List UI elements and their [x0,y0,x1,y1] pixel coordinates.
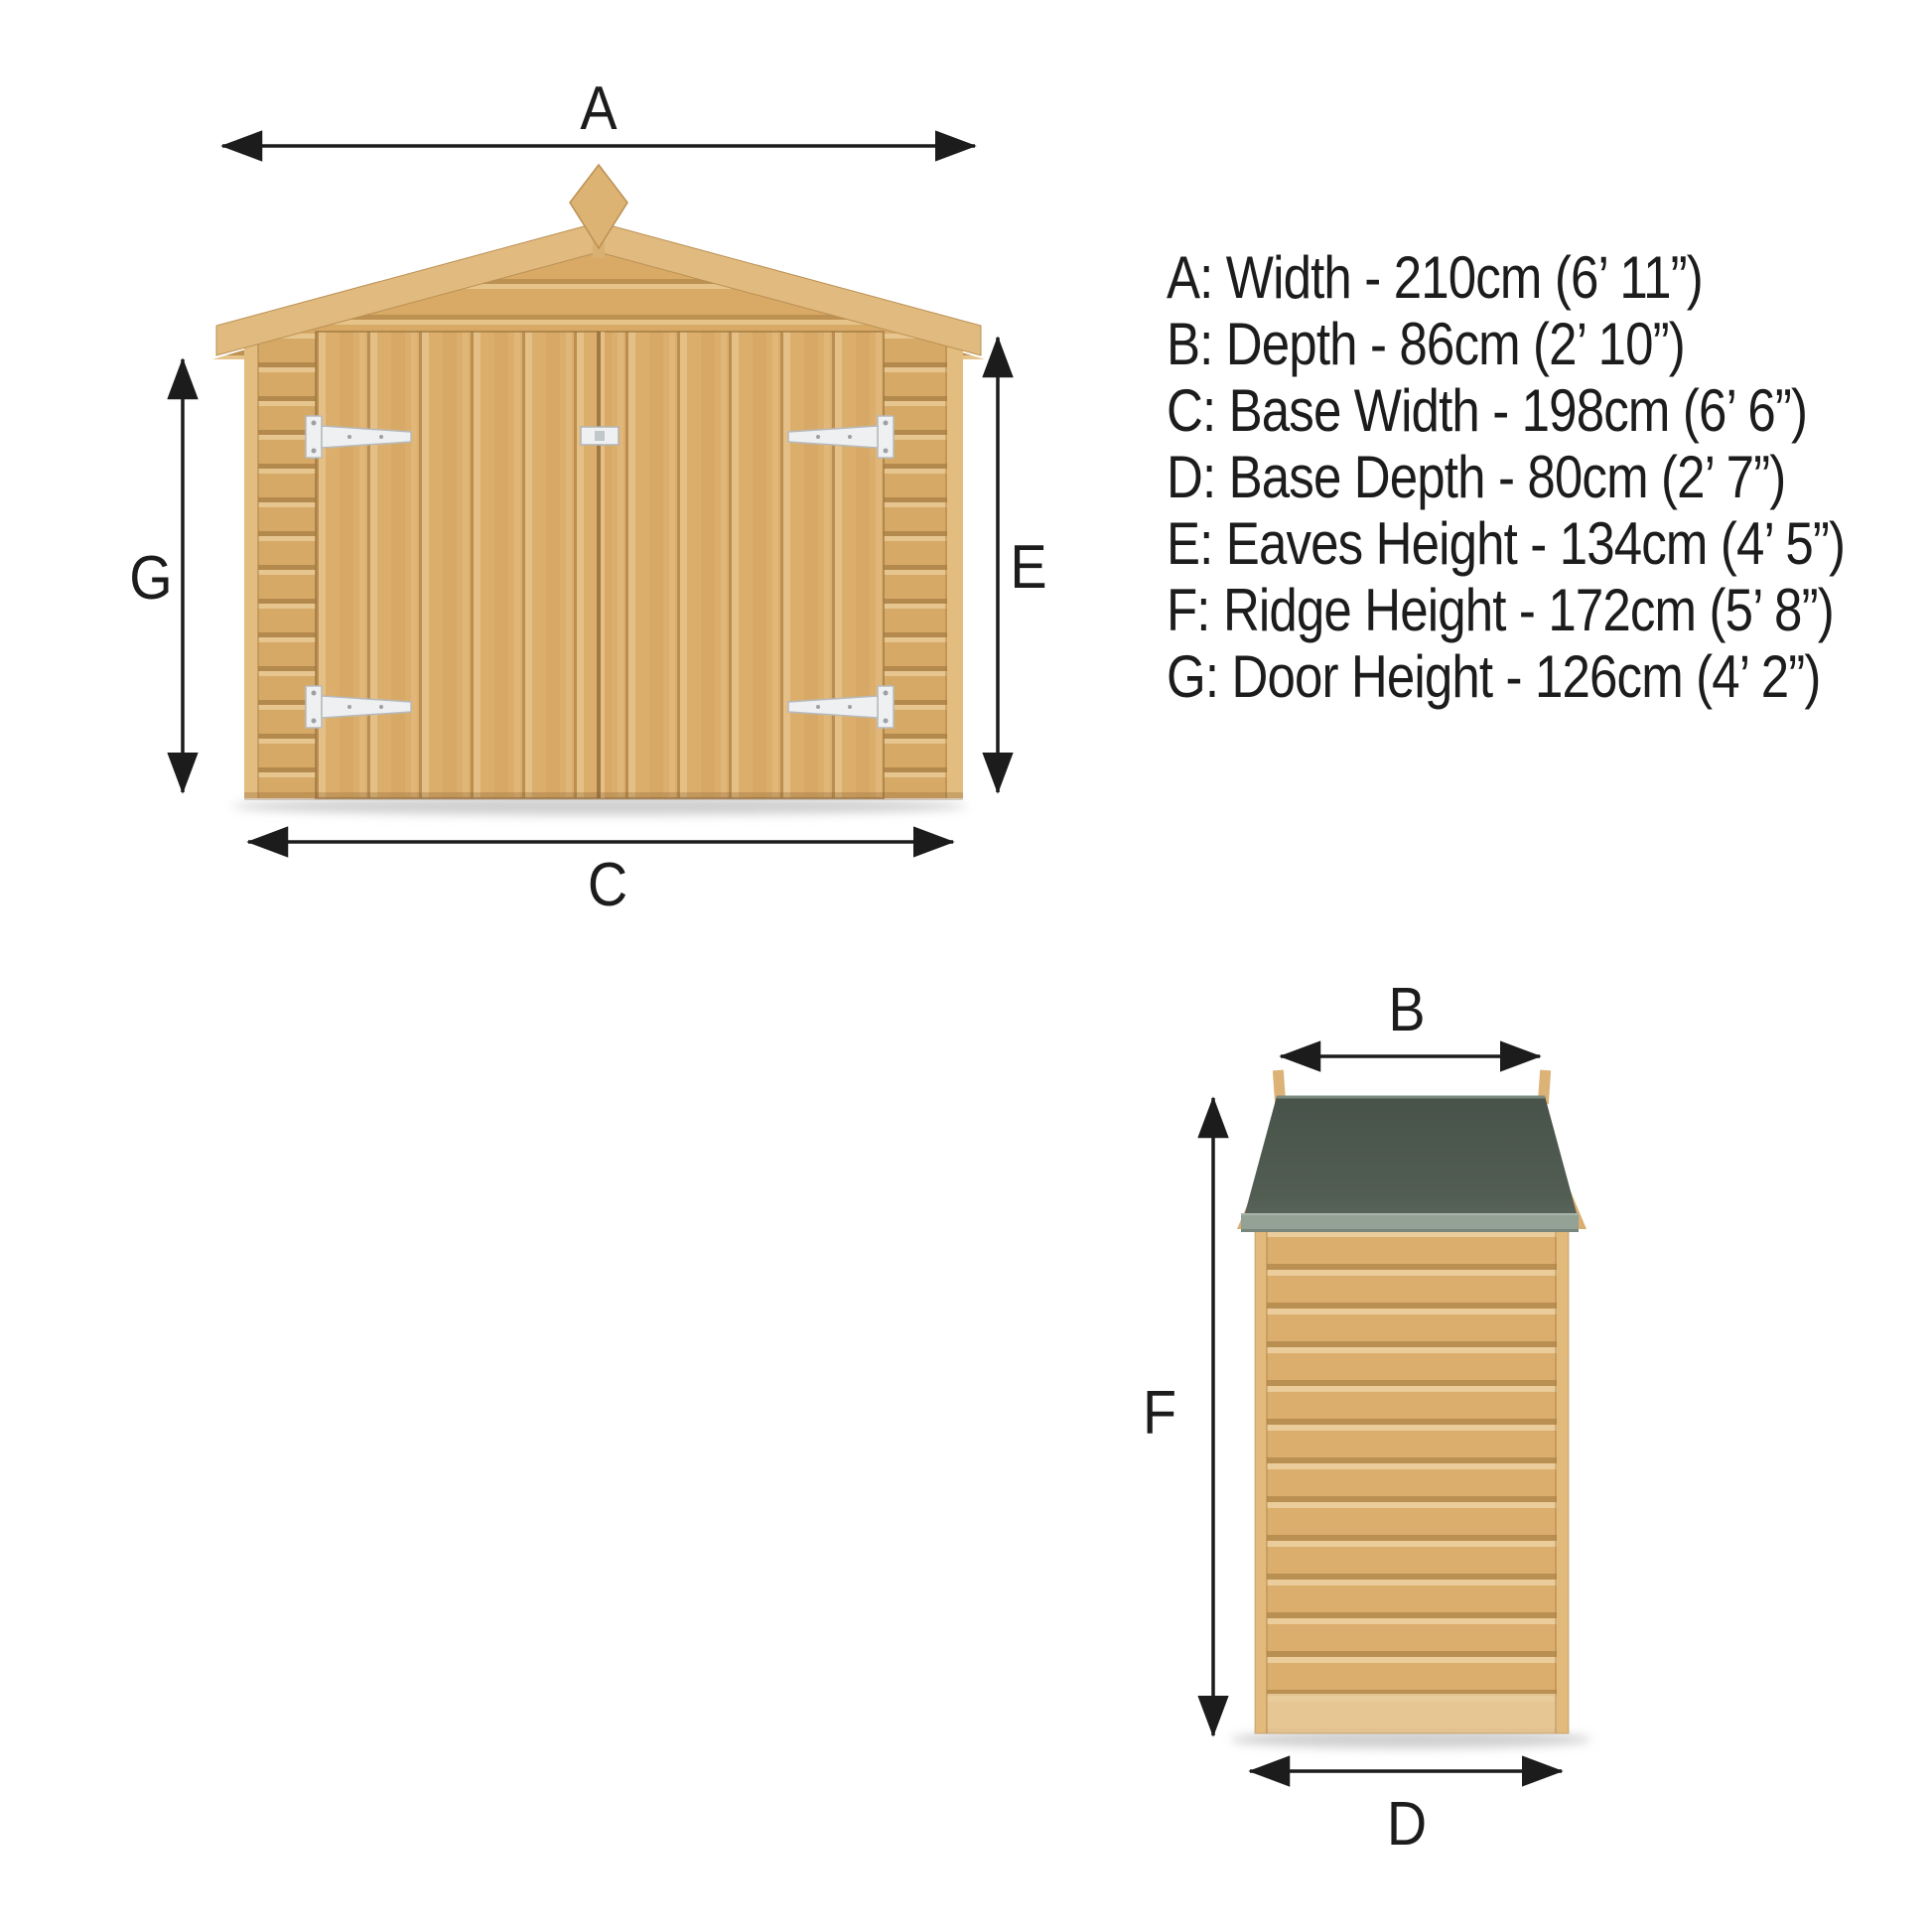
dim-label-d: D [1386,1790,1428,1859]
side-wall-bottom-board [1255,1694,1569,1733]
side-felt-roof [1245,1096,1577,1213]
front-left-corner-trim [244,334,258,798]
side-trim-right-shadow [1555,1231,1557,1733]
dim-label-f: F [1142,1379,1177,1448]
front-door-center-seam [597,332,601,798]
front-right-trim-shadow [945,334,947,798]
side-wall-cladding [1255,1231,1569,1733]
dimension-line-b: B: Depth - 86cm (2’ 10”) [1167,311,1685,377]
front-door-center-seam-highlight [601,332,605,798]
dimension-line-c: C: Base Width - 198cm (6’ 6”) [1167,377,1808,444]
dim-label-a: A [580,74,618,143]
door-latch [581,427,619,445]
dimension-line-a: A: Width - 210cm (6’ 11”) [1167,244,1703,311]
dim-label-c: C [587,851,628,919]
side-fascia-bottom-edge [1241,1229,1579,1232]
dimension-line-e: E: Eaves Height - 134cm (4’ 5”) [1167,510,1846,577]
dimension-spec-list [1167,244,1845,710]
side-fascia-top-edge [1241,1213,1579,1215]
dimension-line-f: F: Ridge Height - 172cm (5’ 8”) [1167,577,1834,643]
dim-label-e: E [1010,533,1047,602]
side-corner-trim-left [1255,1231,1267,1733]
front-base-shadow [244,792,963,800]
dim-label-b: B [1388,976,1426,1044]
front-left-trim-shadow [257,334,259,798]
front-right-corner-trim [947,334,963,798]
dim-label-g: G [129,544,173,613]
front-shed-illustration [212,165,985,815]
side-corner-trim-right [1557,1231,1569,1733]
side-shed-illustration [1230,1070,1591,1748]
dimension-line-g: G: Door Height - 126cm (4’ 2”) [1167,643,1821,710]
dimension-line-d: D: Base Depth - 80cm (2’ 7”) [1167,444,1786,510]
side-trim-left-shadow [1266,1231,1268,1733]
